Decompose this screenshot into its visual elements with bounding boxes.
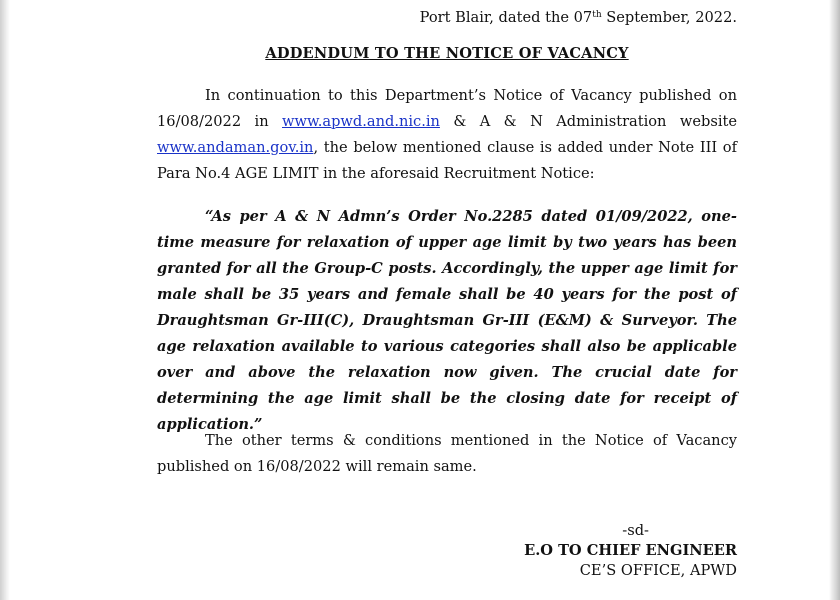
intro-text-3: , the below mentioned clause is added under Note III of Para No.4 AGE LIMIT in the aforesaid Recruitment Notice: <box>157 139 737 182</box>
signatory-office: CE’S OFFICE, APWD <box>579 562 737 579</box>
closing-paragraph: The other terms & conditions mentioned in the Notice of Vacancy published on 16/08/2022 will remain same. <box>157 432 737 475</box>
signatory-designation: E.O TO CHIEF ENGINEER <box>524 542 737 559</box>
dateline-text: Port Blair, dated the 07 <box>419 9 593 26</box>
dateline-month-year: September, 2022. <box>601 9 737 26</box>
quoted-clause: “As per A & N Admn’s Order No.2285 dated 01/09/2022, one-time measure for relaxation of upper age limit by two years has been granted for all the Group-C posts. Accordingly, the upper age limit for male shall be 35 years and female shall be 40 years for the post of Draughtsman Gr-III(C), Draughtsman Gr-III (E&M) & Surveyor. The age relaxation available to various categories shall also be applicable over and above the relaxation now given. The crucial date for determining the age limit shall be the closing date for receipt of application.” <box>157 208 737 433</box>
intro-text-2: & A & N Administration website <box>439 113 737 130</box>
intro-paragraph <box>157 83 737 187</box>
dateline <box>420 8 737 28</box>
andaman-website-link[interactable]: www.andaman.gov.in <box>157 139 314 156</box>
dateline-ordinal: th <box>592 10 602 20</box>
scrollbar-edge[interactable] <box>829 0 840 600</box>
left-page-edge <box>0 0 10 600</box>
apwd-website-link[interactable]: www.apwd.and.nic.in <box>282 113 440 130</box>
page-title: ADDENDUM TO THE NOTICE OF VACANCY <box>265 45 629 62</box>
intro-text-1: In continuation to this Department’s Notice of Vacancy published on 16/08/2022 in <box>157 87 737 130</box>
signature-sd: -sd- <box>622 522 649 539</box>
